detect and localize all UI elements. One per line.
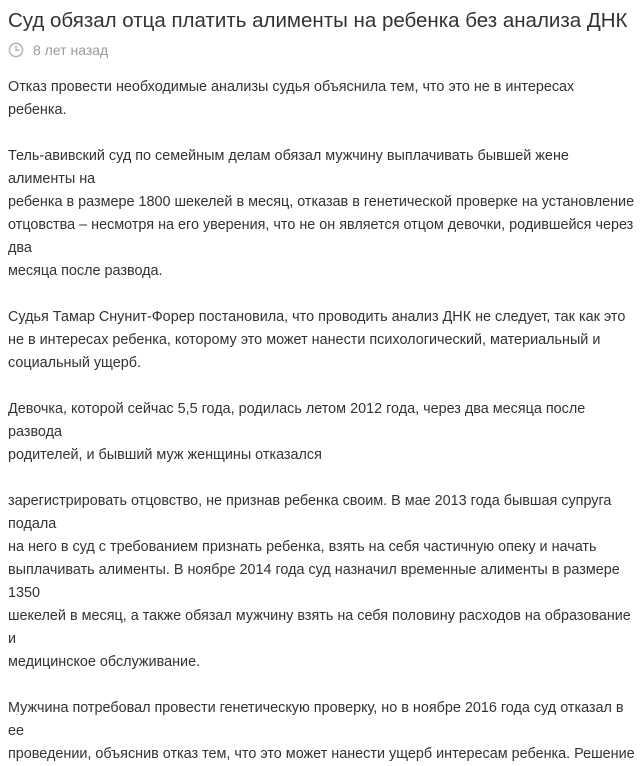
article xyxy=(8,0,636,766)
article-meta xyxy=(8,41,636,59)
paragraph-6: Мужчина потребовал провести генетическую проверку, но в ноябре 2016 года суд отказал в ее проведении, объяснив отказ тем, что это может нанести ущерб интересам ребенка. Решение xyxy=(8,700,635,762)
clock-icon xyxy=(8,42,24,58)
publish-time: 8 лет назад xyxy=(33,42,109,58)
paragraph-5: зарегистрировать отцовство, не признав ребенка своим. В мае 2013 года бывшая супруга подала на него в суд с требованием признать ребенка, взять на себя частичную опеку и начать выплачивать алименты. В ноябре 2014 года суд назначил временные алименты в размере 1350 шекелей в месяц, а также обязал мужчину взять на себя половину расходов на образование и медицинское обслуживание. xyxy=(8,493,631,670)
paragraph-3: Судья Тамар Снунит-Форер постановила, что проводить анализ ДНК не следует, так как это не в интересах ребенка, которому это может нанести психологический, материальный и социальный ущерб. xyxy=(8,309,626,371)
paragraph-1: Отказ провести необходимые анализы судья объяснила тем, что это не в интересах ребенка. xyxy=(8,79,575,118)
paragraph-4: Девочка, которой сейчас 5,5 года, родилась летом 2012 года, через два месяца после развода родителей, и бывший муж женщины отказался xyxy=(8,401,586,463)
article-body xyxy=(8,76,636,766)
article-title: Суд обязал отца платить алименты на ребенка без анализа ДНК xyxy=(8,9,628,32)
paragraph-2: Тель-авивский суд по семейным делам обязал мужчину выплачивать бывшей жене алименты на ребенка в размере 1800 шекелей в месяц, отказав в генетической проверке на установление отцовства – несмотря на его уверения, что не он является отцом девочки, родившейся через два месяца после развода. xyxy=(8,148,635,279)
